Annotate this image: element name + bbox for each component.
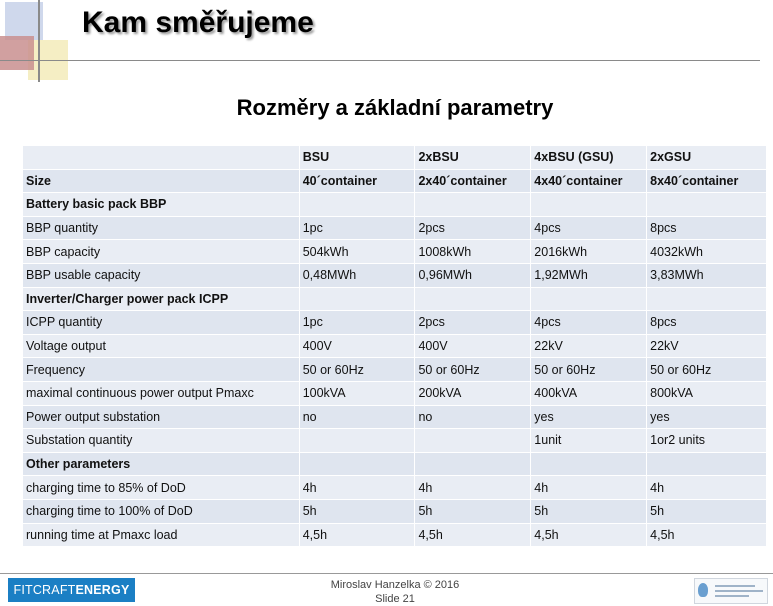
value-cell: 400V xyxy=(415,334,531,358)
row-label-cell: Power output substation xyxy=(23,405,300,429)
value-cell: 4x40´container xyxy=(531,169,647,193)
value-cell xyxy=(299,429,415,453)
value-cell xyxy=(647,193,767,217)
value-cell: 3,83MWh xyxy=(647,263,767,287)
value-cell: 1008kWh xyxy=(415,240,531,264)
value-cell: 4032kWh xyxy=(647,240,767,264)
value-cell xyxy=(415,452,531,476)
value-cell: 5h xyxy=(415,499,531,523)
value-cell: 504kWh xyxy=(299,240,415,264)
value-cell: 2016kWh xyxy=(531,240,647,264)
value-cell: 1unit xyxy=(531,429,647,453)
row-label-cell: Inverter/Charger power pack ICPP xyxy=(23,287,300,311)
table-header-row xyxy=(23,146,767,170)
value-cell: 50 or 60Hz xyxy=(415,358,531,382)
value-cell: 1pc xyxy=(299,311,415,335)
value-cell xyxy=(415,429,531,453)
footer-slide-number: Slide 21 xyxy=(375,593,415,605)
header-cell xyxy=(23,146,300,170)
header-cell: 2xGSU xyxy=(647,146,767,170)
value-cell xyxy=(531,193,647,217)
table-row xyxy=(23,216,767,240)
row-label-cell: BBP capacity xyxy=(23,240,300,264)
value-cell: 800kVA xyxy=(647,381,767,405)
row-label-cell: Voltage output xyxy=(23,334,300,358)
value-cell: 40´container xyxy=(299,169,415,193)
value-cell: 4h xyxy=(647,476,767,500)
value-cell xyxy=(299,287,415,311)
value-cell: 4,5h xyxy=(415,523,531,547)
row-label-cell: maximal continuous power output Pmaxc xyxy=(23,381,300,405)
header-cell: 2xBSU xyxy=(415,146,531,170)
value-cell: 2x40´container xyxy=(415,169,531,193)
value-cell: 22kV xyxy=(531,334,647,358)
value-cell: 4,5h xyxy=(647,523,767,547)
table-row xyxy=(23,240,767,264)
value-cell: yes xyxy=(647,405,767,429)
row-label-cell: Size xyxy=(23,169,300,193)
value-cell: 100kVA xyxy=(299,381,415,405)
value-cell: 8pcs xyxy=(647,311,767,335)
value-cell: 0,96MWh xyxy=(415,263,531,287)
decor-square-red xyxy=(0,36,34,70)
table-row xyxy=(23,169,767,193)
row-label-cell: charging time to 85% of DoD xyxy=(23,476,300,500)
value-cell: 0,48MWh xyxy=(299,263,415,287)
table-row xyxy=(23,476,767,500)
value-cell xyxy=(531,287,647,311)
row-label-cell: Battery basic pack BBP xyxy=(23,193,300,217)
footer-divider xyxy=(0,573,773,574)
row-label-cell: charging time to 100% of DoD xyxy=(23,499,300,523)
value-cell: yes xyxy=(531,405,647,429)
value-cell: 1pc xyxy=(299,216,415,240)
row-label-cell: running time at Pmaxc load xyxy=(23,523,300,547)
table-row xyxy=(23,263,767,287)
table-subtitle: Rozměry a základní parametry xyxy=(236,95,554,120)
table-section-row xyxy=(23,287,767,311)
decor-horizontal-line xyxy=(0,60,760,61)
footer-author: Miroslav Hanzelka © 2016 xyxy=(330,579,460,591)
value-cell: 5h xyxy=(299,499,415,523)
value-cell: 400kVA xyxy=(531,381,647,405)
value-cell: 50 or 60Hz xyxy=(647,358,767,382)
value-cell: 5h xyxy=(531,499,647,523)
value-cell: 1,92MWh xyxy=(531,263,647,287)
value-cell: 400V xyxy=(299,334,415,358)
value-cell: 4pcs xyxy=(531,311,647,335)
table-row xyxy=(23,334,767,358)
value-cell: 5h xyxy=(647,499,767,523)
value-cell: 2pcs xyxy=(415,311,531,335)
table-row xyxy=(23,358,767,382)
value-cell: 50 or 60Hz xyxy=(531,358,647,382)
table-row xyxy=(23,381,767,405)
table-row xyxy=(23,499,767,523)
value-cell: 22kV xyxy=(647,334,767,358)
value-cell xyxy=(415,287,531,311)
value-cell: 4,5h xyxy=(299,523,415,547)
decor-vertical-line xyxy=(38,0,40,82)
value-cell: 8pcs xyxy=(647,216,767,240)
row-label-cell: BBP quantity xyxy=(23,216,300,240)
row-label-cell: BBP usable capacity xyxy=(23,263,300,287)
value-cell: 200kVA xyxy=(415,381,531,405)
logo-text-part2: ENERGY xyxy=(75,583,130,597)
value-cell: no xyxy=(299,405,415,429)
value-cell: 4,5h xyxy=(531,523,647,547)
value-cell: 50 or 60Hz xyxy=(299,358,415,382)
header-cell: BSU xyxy=(299,146,415,170)
value-cell: no xyxy=(415,405,531,429)
value-cell: 4h xyxy=(299,476,415,500)
row-label-cell: Other parameters xyxy=(23,452,300,476)
footer-info xyxy=(0,578,773,606)
table-section-row xyxy=(23,452,767,476)
value-cell: 4pcs xyxy=(531,216,647,240)
parameters-table xyxy=(22,145,767,547)
value-cell xyxy=(415,193,531,217)
value-cell: 1or2 units xyxy=(647,429,767,453)
header-cell: 4xBSU (GSU) xyxy=(531,146,647,170)
row-label-cell: ICPP quantity xyxy=(23,311,300,335)
value-cell xyxy=(299,193,415,217)
table-row xyxy=(23,523,767,547)
slide-title: Kam směřujeme xyxy=(82,6,314,39)
row-label-cell: Substation quantity xyxy=(23,429,300,453)
partner-logo-icon xyxy=(694,578,768,604)
table-row xyxy=(23,311,767,335)
value-cell: 4h xyxy=(415,476,531,500)
value-cell xyxy=(647,287,767,311)
value-cell: 2pcs xyxy=(415,216,531,240)
value-cell xyxy=(647,452,767,476)
table-row xyxy=(23,429,767,453)
table-section-row xyxy=(23,193,767,217)
value-cell: 4h xyxy=(531,476,647,500)
row-label-cell: Frequency xyxy=(23,358,300,382)
value-cell xyxy=(531,452,647,476)
value-cell: 8x40´container xyxy=(647,169,767,193)
table-row xyxy=(23,405,767,429)
logo-text-part1: FITCRAFT xyxy=(13,583,76,597)
value-cell xyxy=(299,452,415,476)
